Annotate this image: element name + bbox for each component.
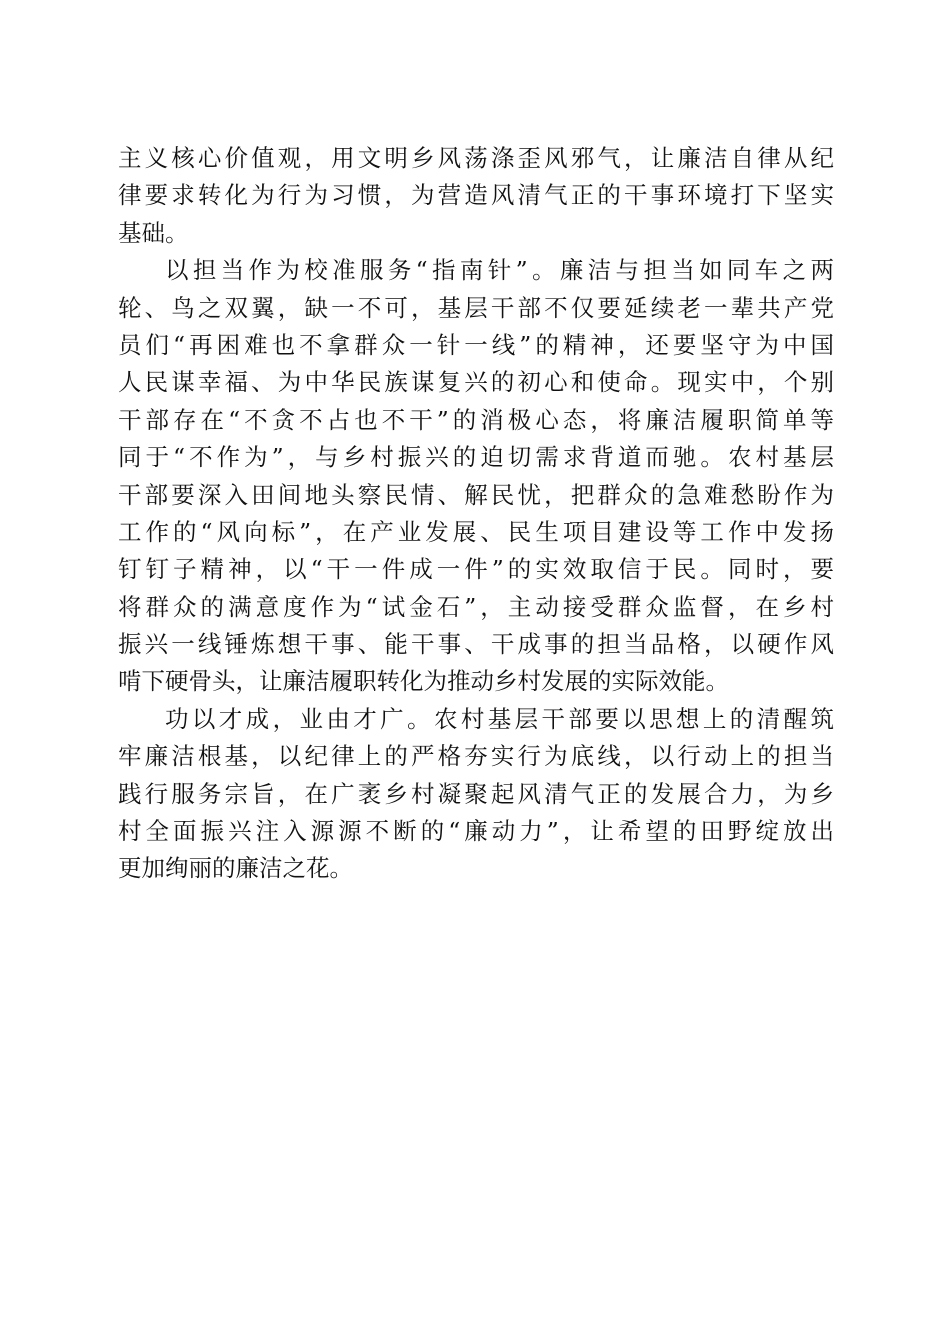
text-line: 将群众的满意度作为“试金石”，主动接受群众监督，在乡村 (118, 592, 834, 621)
text-line: 干部存在“不贪不占也不干”的消极心态，将廉洁履职简单等 (118, 405, 834, 434)
text-line: 基础。 (118, 218, 189, 247)
text-line: 工作的“风向标”，在产业发展、民生项目建设等工作中发扬 (118, 517, 834, 546)
paragraph-2 (118, 252, 834, 701)
text-line: 更加绚丽的廉洁之花。 (118, 854, 353, 883)
text-line: 践行服务宗旨，在广袤乡村凝聚起风清气正的发展合力，为乡 (118, 779, 834, 808)
text-line: 律要求转化为行为习惯，为营造风清气正的干事环境打下坚实 (118, 181, 834, 210)
text-line: 功以才成，业由才广。农村基层干部要以思想上的清醒筑 (165, 704, 834, 733)
text-line: 以担当作为校准服务“指南针”。廉洁与担当如同车之两 (165, 256, 834, 285)
text-line: 员们“再困难也不拿群众一针一线”的精神，还要坚守为中国 (118, 330, 834, 359)
paragraph-1 (118, 140, 834, 252)
text-line: 主义核心价值观，用文明乡风荡涤歪风邪气，让廉洁自律从纪 (118, 144, 834, 172)
text-line: 钉钉子精神，以“干一件成一件”的实效取信于民。同时，要 (118, 555, 834, 584)
text-line: 同于“不作为”，与乡村振兴的迫切需求背道而驰。农村基层 (118, 443, 834, 472)
text-line: 牢廉洁根基，以纪律上的严格夯实行为底线，以行动上的担当 (118, 742, 834, 771)
text-line: 振兴一线锤炼想干事、能干事、干成事的担当品格，以硬作风 (118, 630, 834, 659)
paragraph-3 (118, 701, 834, 888)
document-body (118, 140, 834, 888)
text-line: 人民谋幸福、为中华民族谋复兴的初心和使命。现实中，个别 (118, 368, 834, 397)
text-line: 轮、鸟之双翼，缺一不可，基层干部不仅要延续老一辈共产党 (118, 293, 834, 322)
text-line: 干部要深入田间地头察民情、解民忧，把群众的急难愁盼作为 (118, 480, 834, 509)
text-line: 村全面振兴注入源源不断的“廉动力”，让希望的田野绽放出 (118, 817, 834, 846)
text-line: 啃下硬骨头，让廉洁履职转化为推动乡村发展的实际效能。 (118, 667, 729, 696)
